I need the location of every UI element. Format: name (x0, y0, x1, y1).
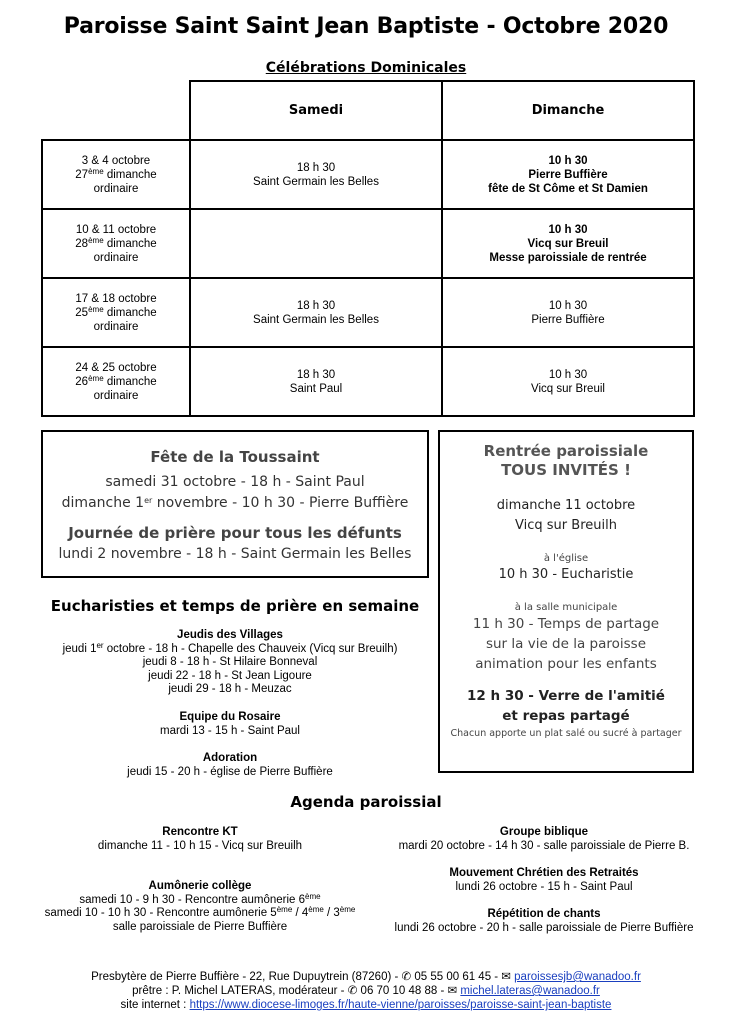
table-row (42, 278, 694, 347)
date-cell: 3 & 4 octobre 27ème dimanche ordinaire (42, 140, 190, 209)
rentree-box (438, 430, 694, 773)
defunts-line: lundi 2 novembre - 18 h - Saint Germain les Belles (58, 546, 412, 562)
rentree-date: dimanche 11 octobre (496, 498, 636, 513)
rosaire-title: Equipe du Rosaire (179, 711, 281, 723)
toussaint-heading: Fête de la Toussaint (150, 448, 320, 466)
list-item: jeudi 29 - 18 h - Meuzac (168, 683, 292, 695)
rentree-drink: et repas partagé (502, 708, 630, 724)
sunday-cell: 10 h 30 Vicq sur Breuil Messe paroissiale de rentrée (442, 209, 694, 278)
column-header-sunday: Dimanche (442, 81, 694, 140)
page-title: Paroisse Saint Saint Jean Baptiste - Octobre 2020 (63, 14, 669, 39)
date-text: 24 & 25 octobre (75, 361, 157, 374)
rentree-note: Chacun apporte un plat salé ou sucré à partager (450, 728, 682, 739)
adoration-title: Adoration (202, 752, 258, 764)
list-item: samedi 10 - 9 h 30 - Rencontre aumônerie 6ème (79, 891, 321, 906)
footer-line: site internet : https://www.diocese-limoges.fr/haute-vienne/paroisses/paroisse-saint-jean-baptiste (120, 999, 612, 1011)
parish-email-link[interactable]: paroissesjb@wanadoo.fr (514, 971, 641, 983)
chant-block (356, 908, 732, 935)
villages-title: Jeudis des Villages (177, 629, 283, 641)
list-item: jeudi 8 - 18 h - St Hilaire Bonneval (142, 656, 318, 668)
date-cell: 10 & 11 octobre 28ème dimanche ordinaire (42, 209, 190, 278)
priest-email-link[interactable]: michel.lateras@wanadoo.fr (460, 985, 600, 997)
toussaint-box (41, 430, 429, 578)
toussaint-line: samedi 31 octobre - 18 h - Saint Paul (105, 474, 365, 490)
table-row (42, 140, 694, 209)
table-row (42, 347, 694, 416)
column-header-saturday: Samedi (190, 81, 442, 140)
list-item: mardi 13 - 15 h - Saint Paul (160, 724, 300, 737)
rentree-heading: Rentrée paroissiale (483, 442, 649, 460)
page-footer (0, 970, 732, 1012)
kt-block (40, 826, 360, 853)
sunday-section-title: Célébrations Dominicales (265, 60, 467, 76)
sunday-cell: 10 h 30 Vicq sur Breuil (442, 347, 694, 416)
list-item: dimanche 11 - 10 h 15 - Vicq sur Breuilh (97, 839, 303, 852)
chant-title: Répétition de chants (487, 908, 601, 920)
rentree-subheading: TOUS INVITÉS ! (501, 461, 631, 479)
saturday-cell: 18 h 30 Saint Paul (190, 347, 442, 416)
list-item: lundi 26 octobre - 20 h - salle paroissiale de Pierre Buffière (394, 921, 694, 934)
defunts-heading: Journée de prière pour tous les défunts (68, 524, 402, 542)
list-item: salle paroissiale de Pierre Buffière (112, 920, 288, 933)
date-text: 10 & 11 octobre (75, 223, 157, 236)
college-title: Aumônerie collège (148, 880, 252, 892)
list-item: jeudi 1er octobre - 18 h - Chapelle des Chauveix (Vicq sur Breuilh) (62, 640, 398, 655)
toussaint-line: dimanche 1er novembre - 10 h 30 - Pierre Buffière (61, 495, 409, 511)
college-block (0, 880, 400, 934)
week-section-title: Eucharisties et temps de prière en semaine (50, 597, 420, 615)
agenda-section-title: Agenda paroissial (290, 793, 442, 811)
rentree-hall-label: à la salle municipale (514, 602, 618, 613)
rentree-share: 11 h 30 - Temps de partage (472, 616, 660, 632)
date-cell: 24 & 25 octobre 26ème dimanche ordinaire (42, 347, 190, 416)
mcr-block (356, 867, 732, 894)
rentree-share: animation pour les enfants (475, 656, 657, 672)
rentree-drink: 12 h 30 - Verre de l'amitié (467, 688, 665, 704)
rentree-church-label: à l'église (543, 553, 589, 564)
footer-line: prêtre : P. Michel LATERAS, modérateur - ✆ 06 70 10 48 88 - ✉ michel.lateras@wanadoo.fr (132, 985, 600, 997)
rentree-share: sur la vie de la paroisse (485, 636, 647, 652)
sunday-cell: 10 h 30 Pierre Buffière (442, 278, 694, 347)
date-text: 3 & 4 octobre (81, 154, 151, 167)
kt-title: Rencontre KT (162, 826, 238, 838)
list-item: jeudi 15 - 20 h - église de Pierre Buffière (127, 765, 333, 778)
sunday-mass-table (41, 80, 695, 417)
website-link[interactable]: https://www.diocese-limoges.fr/haute-vienne/paroisses/paroisse-saint-jean-baptiste (189, 999, 612, 1011)
villages-block (0, 629, 460, 697)
table-corner-cell (42, 81, 190, 140)
list-item: mardi 20 octobre - 14 h 30 - salle paroissiale de Pierre B. (398, 839, 690, 852)
table-row (42, 209, 694, 278)
rosaire-block (0, 711, 460, 738)
date-cell: 17 & 18 octobre 25ème dimanche ordinaire (42, 278, 190, 347)
mcr-title: Mouvement Chrétien des Retraités (449, 867, 639, 879)
sunday-cell: 10 h 30 Pierre Buffière fête de St Côme et St Damien (442, 140, 694, 209)
list-item: lundi 26 octobre - 15 h - Saint Paul (455, 880, 633, 893)
footer-line: Presbytère de Pierre Buffière - 22, Rue Dupuytrein (87260) - ✆ 05 55 00 61 45 - ✉ paroissesjb@wanadoo.fr (91, 971, 641, 983)
date-text: 17 & 18 octobre (75, 292, 157, 305)
adoration-block (0, 752, 460, 779)
saturday-cell (190, 209, 442, 278)
rentree-place: Vicq sur Breuilh (515, 518, 617, 533)
saturday-cell: 18 h 30 Saint Germain les Belles (190, 140, 442, 209)
table-header-row (42, 81, 694, 140)
list-item: samedi 10 - 10 h 30 - Rencontre aumônerie 5ème / 4ème / 3ème (44, 905, 356, 919)
rentree-eucharist: 10 h 30 - Eucharistie (498, 567, 634, 582)
bible-title: Groupe biblique (499, 826, 589, 838)
bible-block (356, 826, 732, 853)
saturday-cell: 18 h 30 Saint Germain les Belles (190, 278, 442, 347)
list-item: jeudi 22 - 18 h - St Jean Ligoure (148, 669, 312, 682)
